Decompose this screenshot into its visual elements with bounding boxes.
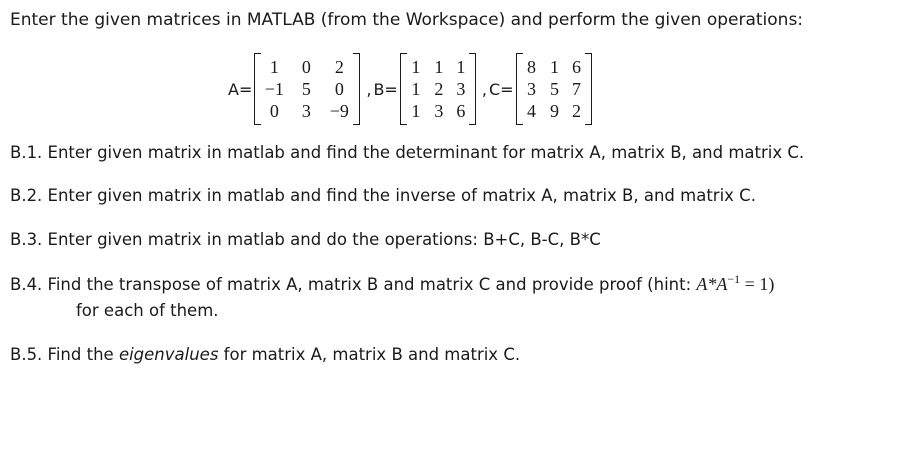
matrix-b-cell: 1 xyxy=(434,56,444,77)
task-b3: B.3. Enter given matrix in matlab and do the operations: B+C, B-C, B*C xyxy=(10,230,601,249)
matrix-b-cell: 1 xyxy=(456,56,466,77)
matrix-a-label: A= xyxy=(228,79,253,99)
matrix-c-label: C= xyxy=(488,79,514,99)
matrix-b xyxy=(400,53,476,125)
task-b5-emphasis: eigenvalues xyxy=(118,345,219,364)
instructions-intro: Enter the given matrices in MATLAB (from the Workspace) and perform the given operations: xyxy=(10,10,804,30)
matrix-c-cell: 3 xyxy=(527,78,537,99)
task-b4-formula xyxy=(696,274,774,294)
matrix-b-label: B= xyxy=(373,79,398,99)
matrix-a-cell: 1 xyxy=(269,56,279,77)
matrix-b-cell: 1 xyxy=(411,78,421,99)
matrix-b-cell: 1 xyxy=(411,56,421,77)
matrix-b-cell: 1 xyxy=(411,100,421,121)
matrix-a-cell: 2 xyxy=(334,56,344,77)
matrix-a-cell: 0 xyxy=(301,56,311,77)
matrix-a-cell: 0 xyxy=(334,78,344,99)
formula-exponent: −1 xyxy=(727,272,741,286)
matrix-definitions xyxy=(228,47,592,131)
matrix-c-cell: 9 xyxy=(550,100,560,121)
matrix-a-cell: 0 xyxy=(269,100,279,121)
matrix-b-cell: 3 xyxy=(456,78,466,99)
matrix-a-cell: −1 xyxy=(264,78,284,99)
matrix-a xyxy=(254,53,360,125)
task-b4 xyxy=(10,272,774,320)
task-b2: B.2. Enter given matrix in matlab and find the inverse of matrix A, matrix B, and matrix C. xyxy=(10,186,756,205)
matrix-c xyxy=(516,53,592,125)
task-b1: B.1. Enter given matrix in matlab and find the determinant for matrix A, matrix B, and matrix C. xyxy=(10,143,805,162)
matrix-b-cell: 6 xyxy=(456,100,466,121)
matrix-c-cell: 4 xyxy=(527,100,537,121)
formula-base: A*A xyxy=(696,274,728,294)
matrix-b-cell: 2 xyxy=(434,78,444,99)
task-b4-text: B.4. Find the transpose of matrix A, matrix B and matrix C and provide proof (hint: xyxy=(10,275,697,294)
task-b5-pre: B.5. Find the xyxy=(10,345,119,364)
formula-rest: = 1) xyxy=(740,274,775,294)
matrix-a-cell: −9 xyxy=(329,100,349,121)
matrix-c-cell: 6 xyxy=(572,56,582,77)
matrix-c-cell: 1 xyxy=(550,56,560,77)
matrix-a-cell: 3 xyxy=(301,100,311,121)
matrix-c-cell: 5 xyxy=(550,78,560,99)
matrix-a-cell: 5 xyxy=(301,78,311,99)
matrix-c-cell: 7 xyxy=(572,78,582,99)
matrix-c-cell: 2 xyxy=(572,100,582,121)
matrix-c-cell: 8 xyxy=(527,56,537,77)
matrix-separator: , xyxy=(366,79,372,99)
task-b5 xyxy=(10,345,520,364)
task-b5-post: for matrix A, matrix B and matrix C. xyxy=(218,345,521,364)
task-b4-continuation: for each of them. xyxy=(76,301,219,320)
matrix-b-cell: 3 xyxy=(434,100,444,121)
matrix-separator: , xyxy=(481,79,487,99)
